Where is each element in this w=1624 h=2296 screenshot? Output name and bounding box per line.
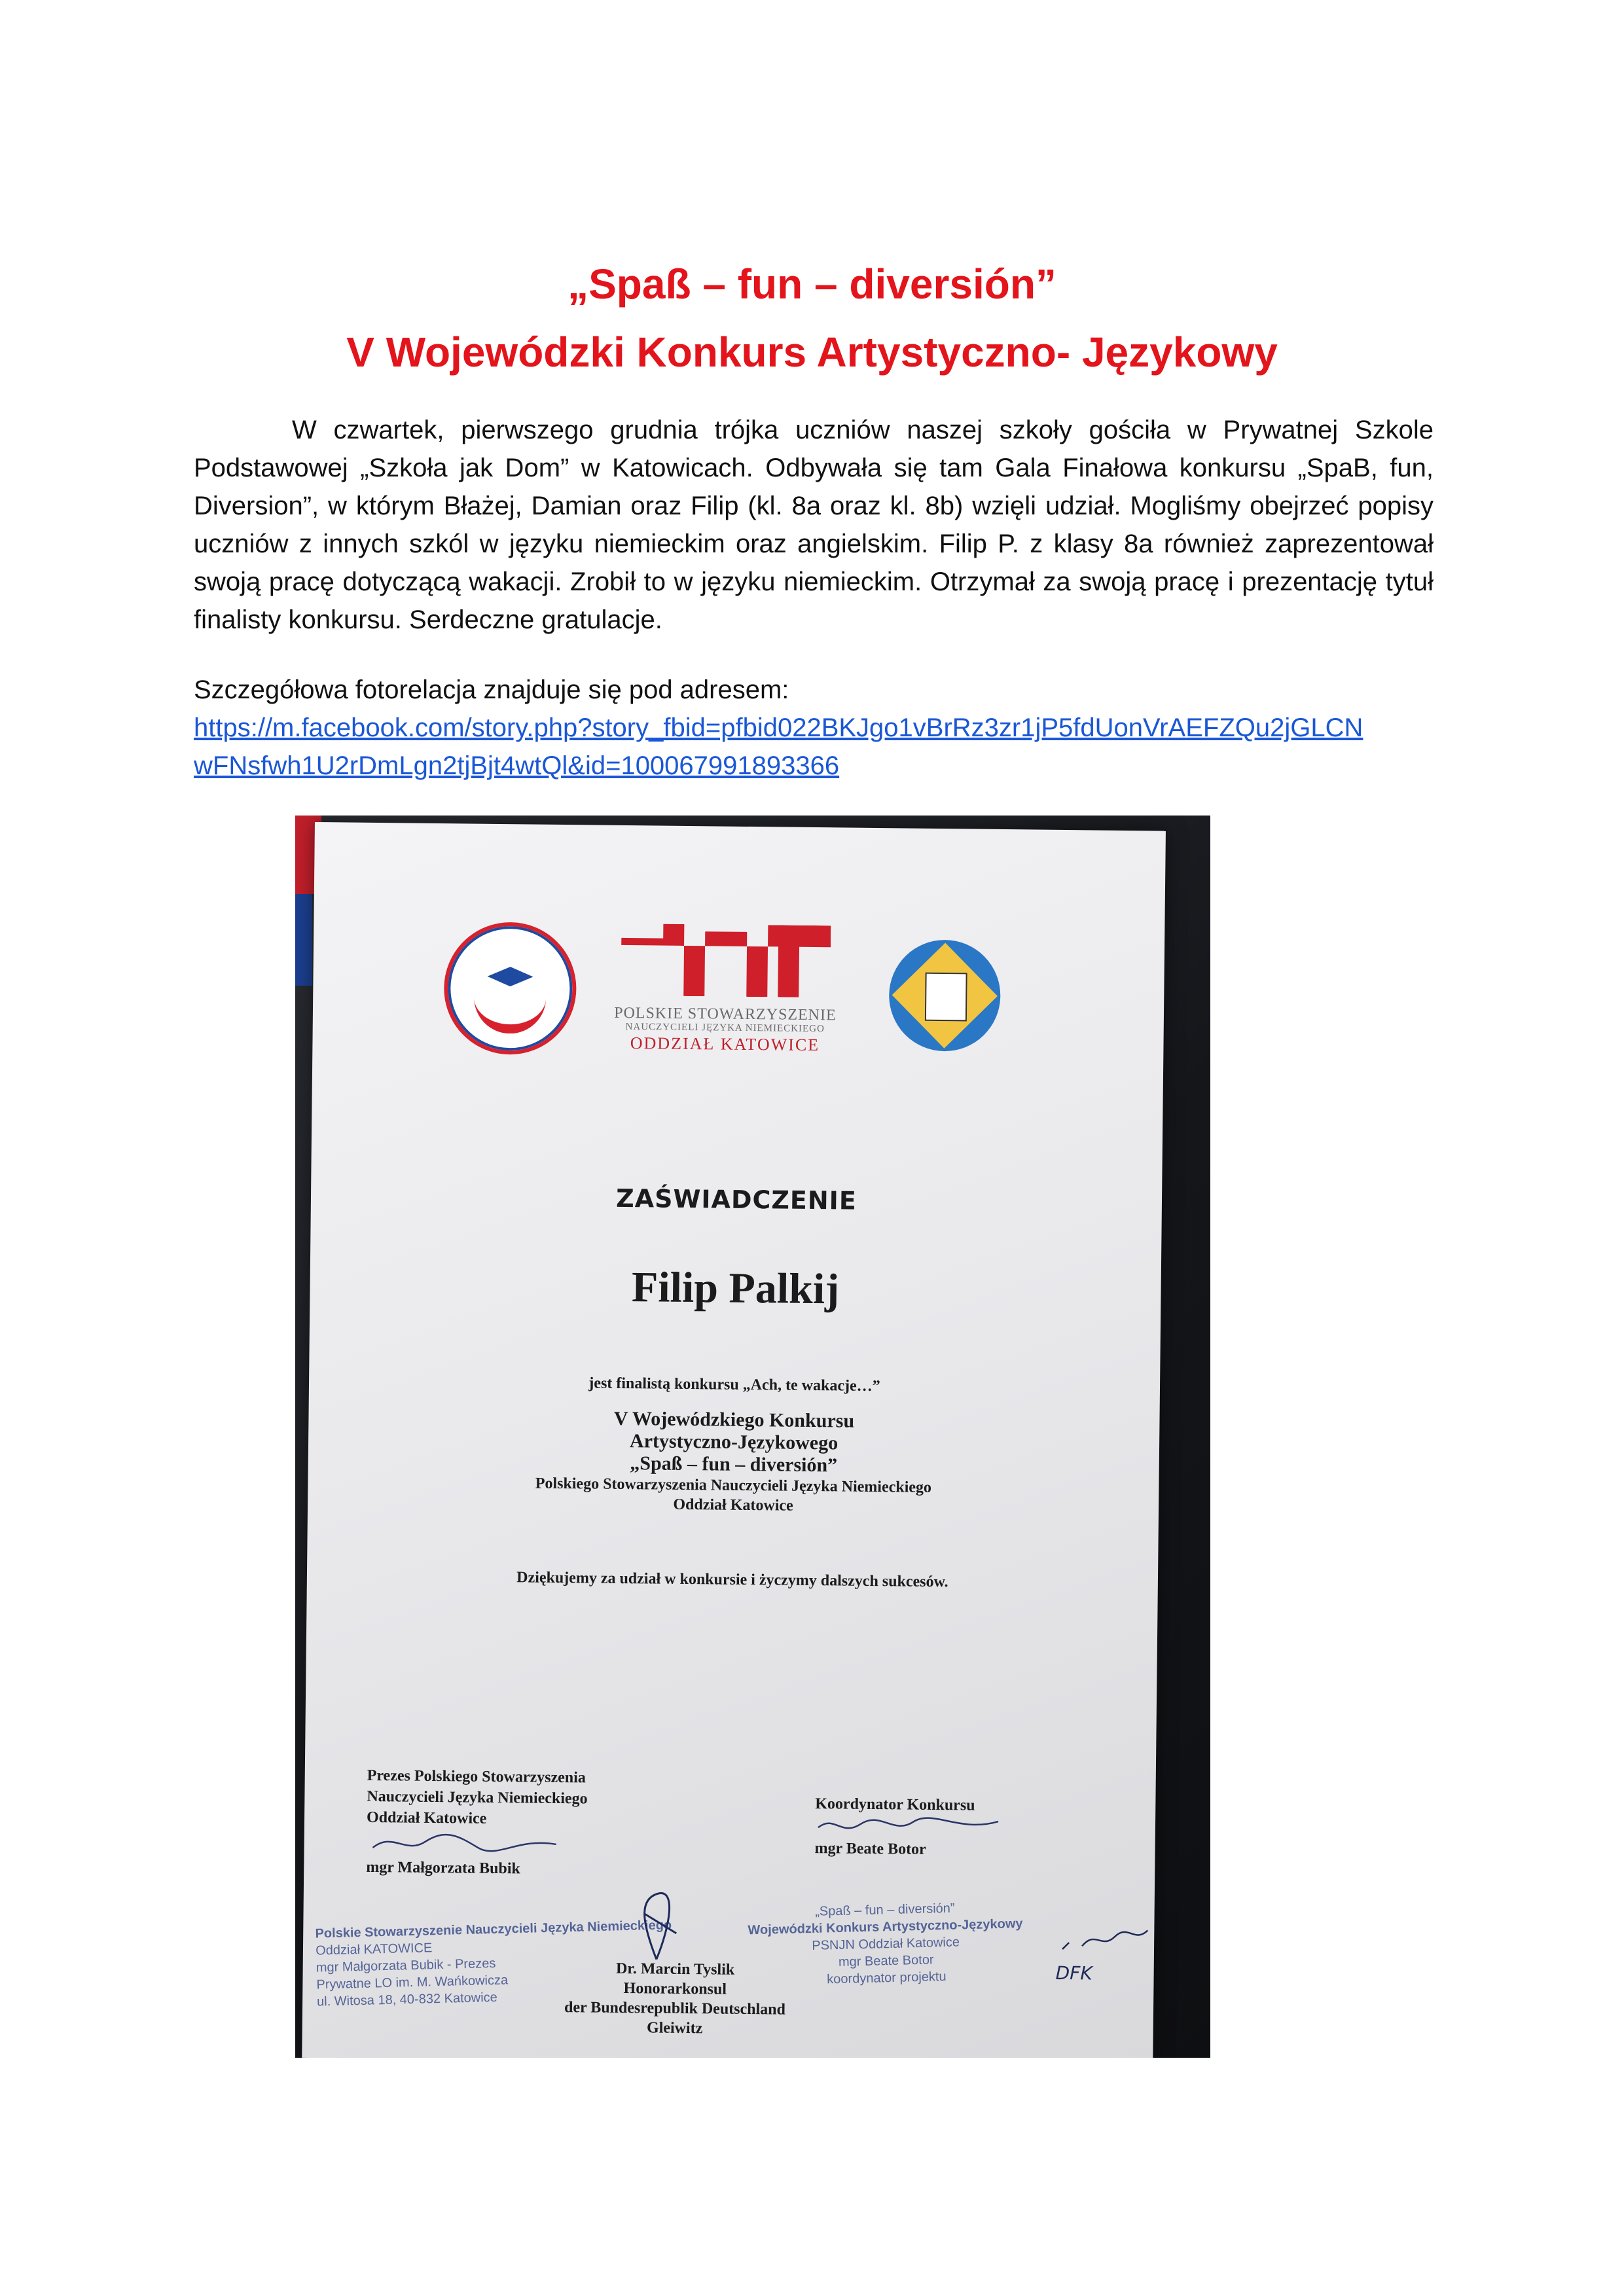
- certificate-thanks: Dziękujemy za udział w konkursie i życzymy dalszych sukcesów.: [516, 1569, 948, 1591]
- certificate-photo: [295, 816, 1210, 2058]
- certificate-paper: [302, 822, 1166, 2058]
- certificate-line: Artystyczno-Językowego: [629, 1430, 839, 1454]
- page-title-line2: V Wojewódzki Konkurs Artystyczno- Językowy: [346, 329, 1278, 376]
- facebook-link-line1[interactable]: https://m.facebook.com/story.php?story_fbid=pfbid022BKJgo1vBrRz3zr1jP5fdUonVrAEFZQu2jGLCN: [194, 713, 1363, 742]
- psnjn-logo-line1: POLSKIE STOWARZYSZENIE: [614, 1004, 837, 1024]
- sig-left-role: Prezes Polskiego Stowarzyszenia: [367, 1767, 586, 1787]
- certificate-heading: ZAŚWIADCZENIE: [615, 1183, 857, 1215]
- consul-name: Dr. Marcin Tyslik: [615, 1960, 735, 1979]
- consul-signature: [564, 1958, 786, 2039]
- stamp-left-line: mgr Małgorzata Bubik - Prezes: [316, 1956, 496, 1975]
- certificate-line: Polskiego Stowarzyszenia Nauczycieli Języka Niemieckiego: [535, 1475, 932, 1496]
- signature-coordinator: [814, 1793, 1011, 1861]
- stamp-mid-line: PSNJN Oddział Katowice: [812, 1935, 960, 1953]
- certificate-line: „Spaß – fun – diversión”: [630, 1452, 838, 1477]
- consul-title: der Bundesrepublik Deutschland: [564, 1999, 786, 2018]
- sig-left-role: Oddział Katowice: [366, 1808, 487, 1827]
- psnjn-logo-line3: ODDZIAŁ KATOWICE: [630, 1033, 820, 1055]
- handwritten-signature-consul: [617, 1887, 696, 1966]
- page-title-line1: „Spaß – fun – diversión”: [568, 260, 1056, 308]
- certificate-line: Oddział Katowice: [673, 1496, 793, 1515]
- handwritten-note: [1055, 1923, 1154, 1985]
- stamp-mid-line: koordynator projektu: [827, 1969, 947, 1987]
- sig-left-role: Nauczycieli Języka Niemieckiego: [367, 1787, 588, 1808]
- handwritten-scribble: [1056, 1923, 1155, 1964]
- stamp-mid-line: „Spaß – fun – diversión”: [814, 1901, 955, 1919]
- psnjn-logo-line2: NAUCZYCIELI JĘZYKA NIEMIECKIEGO: [625, 1021, 825, 1035]
- handwritten-signature-right: [815, 1814, 1011, 1840]
- background-blue-edge: [295, 894, 312, 986]
- stamp-contest: [748, 1898, 1024, 1990]
- certificate-recipient-name: Filip Palkij: [631, 1263, 840, 1314]
- article-paragraph: [194, 411, 1434, 639]
- sig-left-name: mgr Małgorzata Bubik: [366, 1858, 520, 1878]
- school-logo-icon: [443, 922, 577, 1055]
- consul-title: Honorarkonsul: [623, 1980, 727, 1998]
- stamp-left-line: Polskie Stowarzyszenie Nauczycieli Języka Niemieckiego: [315, 1918, 672, 1941]
- handwritten-signature-left: [366, 1828, 587, 1859]
- psnjn-mark-icon: [621, 924, 831, 997]
- signature-president: [366, 1765, 588, 1880]
- dfk-emblem-icon: [888, 939, 1001, 1052]
- sig-right-role: Koordynator Konkursu: [815, 1795, 975, 1814]
- stamp-left-line: Prywatne LO im. M. Wańkowicza: [316, 1973, 509, 1992]
- handwritten-dfk: DFK: [1055, 1962, 1092, 1984]
- link-intro: Szczegółowa fotorelacja znajduje się pod adresem:: [194, 675, 789, 704]
- certificate-line: V Wojewódzkiego Konkursu: [613, 1407, 855, 1432]
- sig-right-name: mgr Beate Botor: [814, 1840, 926, 1858]
- facebook-link-line2[interactable]: wFNsfwh1U2rDmLgn2tjBjt4wtQl&id=100067991893366: [194, 751, 840, 780]
- certificate-line: jest finalistą konkursu „Ach, te wakacje…”: [588, 1374, 880, 1395]
- stamp-mid-line: mgr Beate Botor: [838, 1952, 934, 1969]
- stamp-mid-line: Wojewódzki Konkurs Artystyczno-Językowy: [748, 1916, 1023, 1938]
- stamp-left-line: Oddział KATOWICE: [315, 1941, 433, 1958]
- psnjn-logo: [594, 923, 857, 1056]
- consul-city: Gleiwitz: [646, 2019, 703, 2037]
- article-body: W czwartek, pierwszego grudnia trójka uczniów naszej szkoły gościła w Prywatnej Szkole Podstawowej „Szkoła jak Dom” w Katowicach. Odbywała się tam Gala Finałowa konkursu „SpaB, fun, Diversion”, w którym Błażej, Damian oraz Filip (kl. 8a oraz kl. 8b) wzięli udział. Mogliśmy obejrzeć popisy uczniów z innych szkól w języku niemieckim oraz angielskim. Filip P. z klasy 8a również zaprezentował swoją pracę dotyczącą wakacji. Zrobił to w języku niemieckim. Otrzymał za swoją pracę i prezentację tytuł finalisty konkursu. Serdeczne gratulacje.: [194, 416, 1434, 634]
- stamp-left-line: ul. Witosa 18, 40-832 Katowice: [316, 1990, 497, 2009]
